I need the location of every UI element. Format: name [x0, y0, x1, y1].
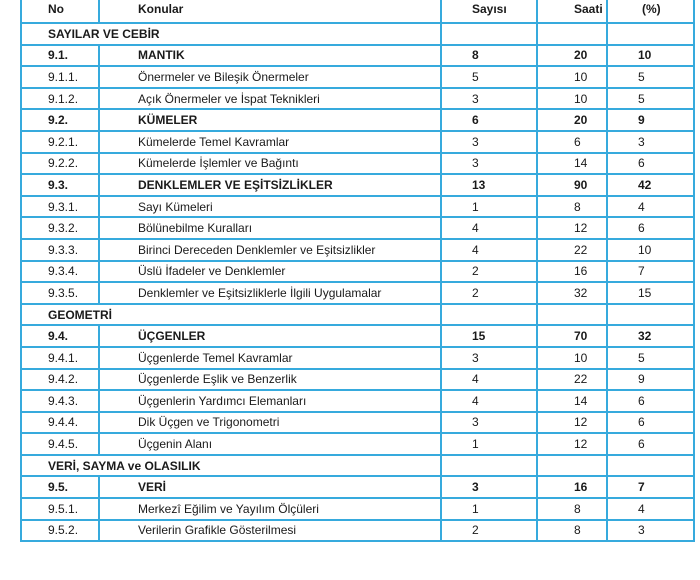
cell-topic: Kümelerde Temel Kavramlar: [99, 131, 441, 153]
topic-row: [21, 66, 694, 88]
cell-count: 3: [441, 131, 537, 153]
cell-hours: 8: [537, 196, 607, 218]
cell-no: 9.4.5.: [21, 433, 99, 455]
cell-count: 2: [441, 282, 537, 304]
topic-row: [21, 239, 694, 261]
topic-row: [21, 131, 694, 153]
cell-hours: 8: [537, 498, 607, 520]
header-count: Sayısı: [441, 0, 537, 23]
cell-count: 3: [441, 153, 537, 175]
cell-no: 9.3.4.: [21, 261, 99, 283]
cell-hours: 22: [537, 369, 607, 391]
cell-count: 3: [441, 347, 537, 369]
cell-no: 9.3.3.: [21, 239, 99, 261]
cell-count: 4: [441, 217, 537, 239]
section-empty-cell: [607, 23, 694, 45]
cell-pct: 6: [607, 412, 694, 434]
cell-hours: 16: [537, 261, 607, 283]
cell-topic: Üçgenlerde Temel Kavramlar: [99, 347, 441, 369]
cell-hours: 20: [537, 45, 607, 67]
cell-pct: 42: [607, 174, 694, 196]
topic-row: [21, 498, 694, 520]
cell-pct: 6: [607, 390, 694, 412]
cell-pct: 6: [607, 217, 694, 239]
cell-hours: 12: [537, 412, 607, 434]
cell-count: 4: [441, 239, 537, 261]
cell-topic: Önermeler ve Bileşik Önermeler: [99, 66, 441, 88]
cell-pct: 10: [607, 45, 694, 67]
section-empty-cell: [441, 455, 537, 477]
topic-row: [21, 153, 694, 175]
topic-row: [21, 369, 694, 391]
section-row: [21, 23, 694, 45]
cell-pct: 3: [607, 520, 694, 542]
cell-no: 9.2.2.: [21, 153, 99, 175]
section-label: GEOMETRİ: [21, 304, 441, 326]
cell-count: 1: [441, 498, 537, 520]
cell-hours: 12: [537, 433, 607, 455]
cell-no: 9.4.1.: [21, 347, 99, 369]
cell-topic: Denklemler ve Eşitsizliklerle İlgili Uygulamalar: [99, 282, 441, 304]
cell-count: 1: [441, 196, 537, 218]
cell-topic: Dik Üçgen ve Trigonometri: [99, 412, 441, 434]
cell-no: 9.3.1.: [21, 196, 99, 218]
cell-count: 3: [441, 412, 537, 434]
cell-pct: 5: [607, 347, 694, 369]
cell-no: 9.1.1.: [21, 66, 99, 88]
cell-topic: Açık Önermeler ve İspat Teknikleri: [99, 88, 441, 110]
cell-topic: Merkezî Eğilim ve Yayılım Ölçüleri: [99, 498, 441, 520]
cell-count: 3: [441, 88, 537, 110]
section-row: [21, 455, 694, 477]
cell-topic: Birinci Dereceden Denklemler ve Eşitsizlikler: [99, 239, 441, 261]
cell-count: 2: [441, 261, 537, 283]
cell-hours: 10: [537, 88, 607, 110]
cell-hours: 14: [537, 390, 607, 412]
cell-pct: 6: [607, 433, 694, 455]
curriculum-table-body: [21, 0, 694, 541]
cell-hours: 22: [537, 239, 607, 261]
header-pct: (%): [607, 0, 694, 23]
cell-topic: Kümelerde İşlemler ve Bağıntı: [99, 153, 441, 175]
section-label: VERİ, SAYMA ve OLASILIK: [21, 455, 441, 477]
cell-topic: ÜÇGENLER: [99, 325, 441, 347]
cell-pct: 10: [607, 239, 694, 261]
topic-row: [21, 88, 694, 110]
cell-count: 4: [441, 369, 537, 391]
cell-no: 9.3.5.: [21, 282, 99, 304]
cell-topic: Üçgenlerde Eşlik ve Benzerlik: [99, 369, 441, 391]
topic-row: [21, 282, 694, 304]
cell-hours: 16: [537, 476, 607, 498]
cell-pct: 32: [607, 325, 694, 347]
cell-hours: 90: [537, 174, 607, 196]
unit-row: [21, 45, 694, 67]
cell-hours: 12: [537, 217, 607, 239]
cell-count: 1: [441, 433, 537, 455]
section-empty-cell: [537, 304, 607, 326]
cell-no: 9.4.2.: [21, 369, 99, 391]
cell-hours: 6: [537, 131, 607, 153]
cell-no: 9.3.2.: [21, 217, 99, 239]
cell-topic: Bölünebilme Kuralları: [99, 217, 441, 239]
cell-pct: 5: [607, 88, 694, 110]
unit-row: [21, 476, 694, 498]
cell-no: 9.3.: [21, 174, 99, 196]
cell-topic: Üslü İfadeler ve Denklemler: [99, 261, 441, 283]
cell-no: 9.4.3.: [21, 390, 99, 412]
cell-topic: Sayı Kümeleri: [99, 196, 441, 218]
header-topic: Konular: [99, 0, 441, 23]
unit-row: [21, 325, 694, 347]
section-label: SAYILAR VE CEBİR: [21, 23, 441, 45]
section-row: [21, 304, 694, 326]
section-empty-cell: [537, 455, 607, 477]
cell-pct: 9: [607, 369, 694, 391]
cell-no: 9.1.: [21, 45, 99, 67]
cell-no: 9.5.: [21, 476, 99, 498]
cell-count: 3: [441, 476, 537, 498]
cell-topic: VERİ: [99, 476, 441, 498]
cell-no: 9.1.2.: [21, 88, 99, 110]
cell-pct: 4: [607, 196, 694, 218]
table-header-row: [21, 0, 694, 23]
unit-row: [21, 174, 694, 196]
cell-no: 9.4.4.: [21, 412, 99, 434]
cell-hours: 32: [537, 282, 607, 304]
topic-row: [21, 412, 694, 434]
cell-pct: 5: [607, 66, 694, 88]
cell-count: 8: [441, 45, 537, 67]
cell-hours: 10: [537, 347, 607, 369]
topic-row: [21, 261, 694, 283]
unit-row: [21, 109, 694, 131]
cell-pct: 4: [607, 498, 694, 520]
cell-hours: 70: [537, 325, 607, 347]
cell-hours: 10: [537, 66, 607, 88]
cell-pct: 9: [607, 109, 694, 131]
curriculum-table: [20, 0, 695, 542]
header-hours: Saati: [537, 0, 607, 23]
cell-pct: 6: [607, 153, 694, 175]
cell-hours: 8: [537, 520, 607, 542]
section-empty-cell: [441, 23, 537, 45]
cell-no: 9.5.1.: [21, 498, 99, 520]
topic-row: [21, 520, 694, 542]
cell-count: 6: [441, 109, 537, 131]
cell-count: 15: [441, 325, 537, 347]
cell-topic: Üçgenin Alanı: [99, 433, 441, 455]
section-empty-cell: [441, 304, 537, 326]
cell-topic: DENKLEMLER VE EŞİTSİZLİKLER: [99, 174, 441, 196]
section-empty-cell: [537, 23, 607, 45]
cell-pct: 3: [607, 131, 694, 153]
cell-no: 9.4.: [21, 325, 99, 347]
cell-hours: 20: [537, 109, 607, 131]
cell-count: 4: [441, 390, 537, 412]
header-no: No: [21, 0, 99, 23]
cell-topic: MANTIK: [99, 45, 441, 67]
cell-hours: 14: [537, 153, 607, 175]
cell-count: 2: [441, 520, 537, 542]
section-empty-cell: [607, 304, 694, 326]
topic-row: [21, 347, 694, 369]
cell-topic: KÜMELER: [99, 109, 441, 131]
topic-row: [21, 196, 694, 218]
cell-no: 9.5.2.: [21, 520, 99, 542]
topic-row: [21, 217, 694, 239]
topic-row: [21, 390, 694, 412]
cell-count: 5: [441, 66, 537, 88]
topic-row: [21, 433, 694, 455]
section-empty-cell: [607, 455, 694, 477]
cell-count: 13: [441, 174, 537, 196]
cell-topic: Verilerin Grafikle Gösterilmesi: [99, 520, 441, 542]
cell-pct: 15: [607, 282, 694, 304]
cell-topic: Üçgenlerin Yardımcı Elemanları: [99, 390, 441, 412]
cell-pct: 7: [607, 261, 694, 283]
cell-no: 9.2.: [21, 109, 99, 131]
cell-pct: 7: [607, 476, 694, 498]
cell-no: 9.2.1.: [21, 131, 99, 153]
